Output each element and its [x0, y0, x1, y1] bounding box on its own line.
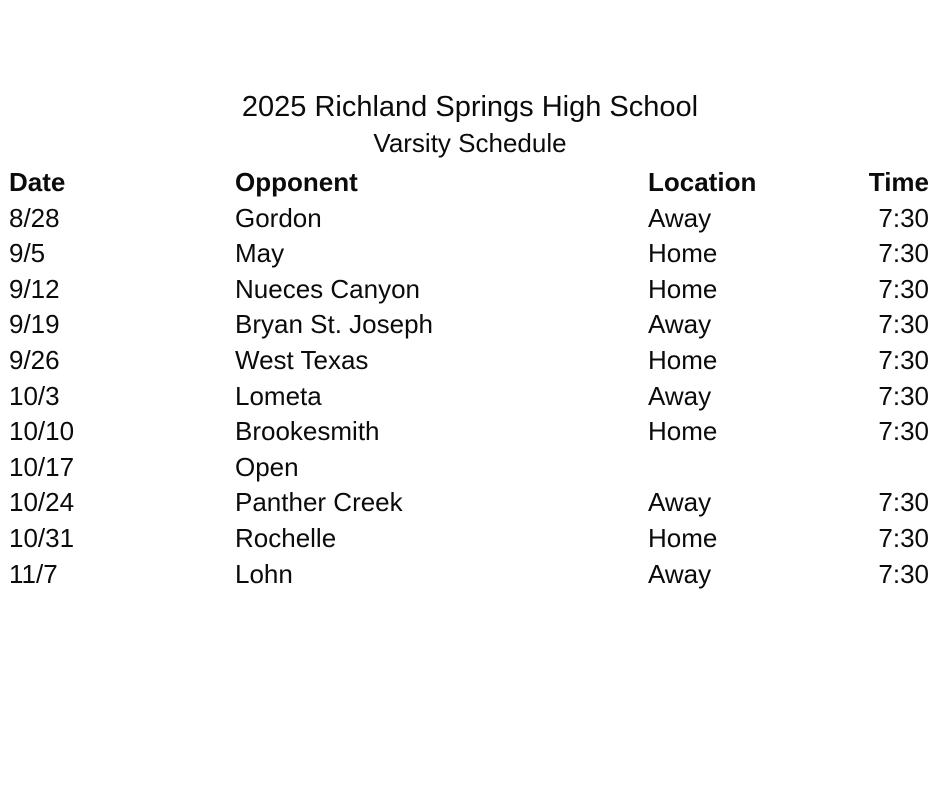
cell-time: 7:30 [878, 523, 929, 554]
cell-date: 9/12 [9, 273, 60, 304]
cell-time: 7:30 [878, 309, 929, 340]
cell-time: 7:30 [878, 380, 929, 411]
cell-time: 7:30 [878, 487, 929, 518]
table-row [0, 521, 940, 557]
cell-date: 10/31 [9, 523, 75, 554]
cell-location: Home [648, 345, 718, 376]
cell-opponent: Rochelle [235, 523, 337, 554]
cell-location: Home [648, 416, 718, 447]
cell-time: 7:30 [878, 202, 929, 233]
cell-opponent: Lohn [235, 558, 293, 589]
cell-location: Away [648, 487, 712, 518]
cell-time: 7:30 [878, 345, 929, 376]
cell-time: 7:30 [878, 273, 929, 304]
table-row [0, 485, 940, 521]
table-row [0, 307, 940, 343]
cell-opponent: Nueces Canyon [235, 273, 420, 304]
table-row [0, 236, 940, 272]
cell-opponent: Gordon [235, 202, 322, 233]
cell-date: 11/7 [9, 558, 58, 589]
cell-location: Home [648, 523, 718, 554]
column-header-date: Date [9, 167, 66, 197]
cell-date: 9/26 [9, 345, 60, 376]
page-title: 2025 Richland Springs High School [241, 91, 699, 123]
cell-opponent: Lometa [235, 380, 322, 411]
cell-opponent: Brookesmith [235, 416, 380, 447]
cell-time: 7:30 [878, 558, 929, 589]
cell-opponent: Panther Creek [235, 487, 403, 518]
cell-opponent: May [235, 238, 285, 269]
cell-date: 10/3 [9, 380, 60, 411]
cell-location: Home [648, 273, 718, 304]
table-row [0, 201, 940, 237]
cell-date: 9/5 [9, 238, 46, 269]
table-row [0, 379, 940, 415]
cell-time: 7:30 [878, 238, 929, 269]
table-row [0, 343, 940, 379]
column-header-location: Location [648, 167, 757, 197]
table-row [0, 272, 940, 308]
cell-time: 7:30 [878, 416, 929, 447]
cell-date: 10/24 [9, 487, 75, 518]
cell-opponent: Open [235, 451, 299, 482]
cell-opponent: West Texas [235, 345, 369, 376]
cell-location: Away [648, 380, 712, 411]
table-row [0, 557, 940, 593]
cell-location: Home [648, 238, 718, 269]
schedule-table [0, 165, 940, 592]
cell-date: 8/28 [9, 202, 60, 233]
cell-location: Away [648, 309, 712, 340]
table-row [0, 414, 940, 450]
table-row [0, 450, 940, 486]
table-header-row [0, 165, 940, 201]
cell-date: 9/19 [9, 309, 60, 340]
cell-date: 10/10 [9, 416, 75, 447]
cell-opponent: Bryan St. Joseph [235, 309, 433, 340]
cell-date: 10/17 [9, 451, 75, 482]
column-header-time: Time [868, 167, 929, 197]
page-subtitle: Varsity Schedule [373, 128, 567, 158]
cell-location: Away [648, 202, 712, 233]
column-header-opponent: Opponent [235, 167, 358, 197]
cell-location: Away [648, 558, 712, 589]
